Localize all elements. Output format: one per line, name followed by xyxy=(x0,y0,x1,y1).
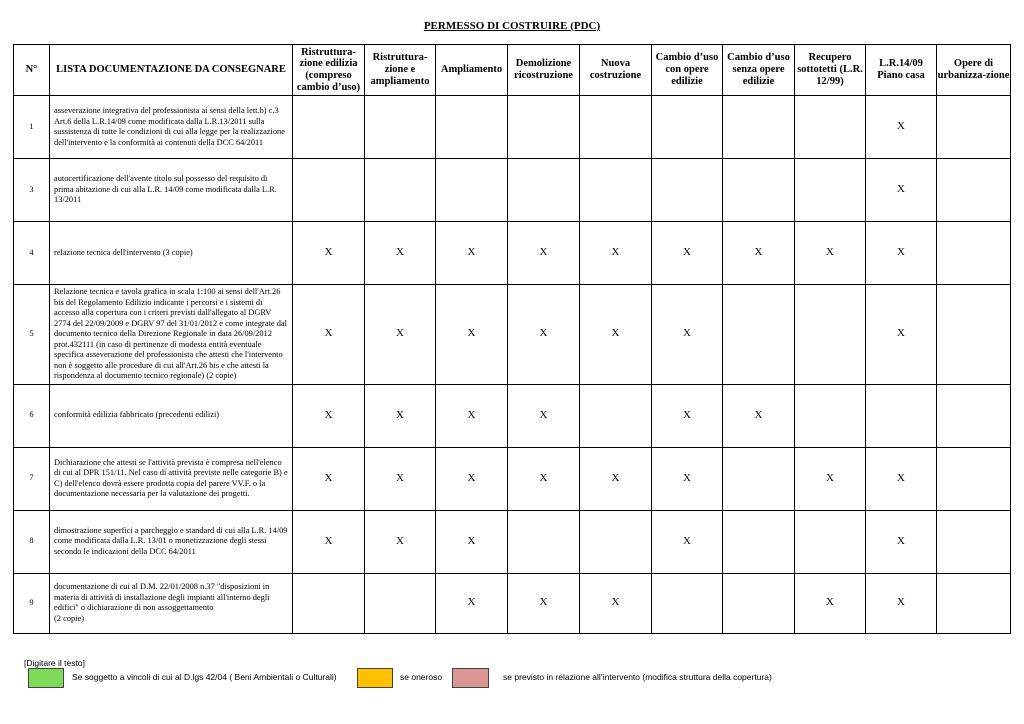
legend-swatch-yellow xyxy=(357,668,393,688)
row-mark-cell xyxy=(293,96,365,159)
page-title-text: PERMESSO DI COSTRUIRE (PDC) xyxy=(423,20,601,32)
row-mark-cell xyxy=(580,159,652,222)
row-mark-cell: X xyxy=(866,447,937,510)
row-mark-cell: X xyxy=(652,285,723,385)
row-number: 3 xyxy=(14,159,50,222)
row-description: relazione tecnica dell'intervento (3 copie) xyxy=(50,222,293,285)
row-description: Dichiarazione che attesti se l'attività prevista è compresa nell'elenco di cui al DPR 151/11. Nel caso di attività previste nelle categorie B) e C) dell'elenco dovrà essere prodotta copia del parere VV.F. o la documentazione necessaria per la valutazione dei progetti. xyxy=(50,447,293,510)
row-mark-cell: X xyxy=(436,510,508,573)
row-mark-cell: X xyxy=(508,285,580,385)
row-description: dimostrazione superfici a parcheggio e standard di cui alla L.R. 14/09 come modificata dalla L.R. 13/01 o monetizzazione degli stessi secondo le indicazioni della DCC 64/2011 xyxy=(50,510,293,573)
row-number: 6 xyxy=(14,384,50,447)
row-number: 1 xyxy=(14,96,50,159)
row-mark-cell: X xyxy=(365,384,436,447)
table-row xyxy=(14,447,1011,510)
header-intervention-type: Ristruttura-zione edilizia (compreso cambio d’uso) xyxy=(293,45,365,96)
row-mark-cell: X xyxy=(293,384,365,447)
row-mark-cell xyxy=(365,159,436,222)
header-row xyxy=(14,45,1011,96)
table-row xyxy=(14,285,1011,385)
row-number: 8 xyxy=(14,510,50,573)
row-mark-cell xyxy=(937,159,1011,222)
row-mark-cell: X xyxy=(365,222,436,285)
header-intervention-type: Recupero sottotetti (L.R. 12/99) xyxy=(795,45,866,96)
row-mark-cell: X xyxy=(580,447,652,510)
row-mark-cell: X xyxy=(723,384,795,447)
row-mark-cell: X xyxy=(508,222,580,285)
row-mark-cell: X xyxy=(652,447,723,510)
row-mark-cell xyxy=(508,159,580,222)
row-number: 7 xyxy=(14,447,50,510)
row-mark-cell xyxy=(508,510,580,573)
row-mark-cell xyxy=(866,384,937,447)
row-mark-cell: X xyxy=(866,573,937,633)
header-intervention-type: Demolizione ricostruzione xyxy=(508,45,580,96)
row-mark-cell xyxy=(723,96,795,159)
row-mark-cell xyxy=(580,96,652,159)
row-mark-cell xyxy=(652,96,723,159)
legend-text-vincoli: Se soggetto a vincoli di cui al D.lgs 42/04 ( Beni Ambientali o Culturali) xyxy=(72,672,337,682)
row-mark-cell xyxy=(723,573,795,633)
row-mark-cell xyxy=(580,510,652,573)
row-mark-cell: X xyxy=(436,285,508,385)
row-mark-cell: X xyxy=(293,222,365,285)
row-mark-cell: X xyxy=(293,510,365,573)
legend-text-copertura: se previsto in relazione all’intervento (modifica struttura della copertura) xyxy=(503,672,772,682)
row-mark-cell: X xyxy=(436,447,508,510)
row-description: conformità edilizia fabbricato (precedenti edilizi) xyxy=(50,384,293,447)
row-mark-cell xyxy=(795,159,866,222)
row-mark-cell: X xyxy=(652,384,723,447)
row-mark-cell: X xyxy=(866,285,937,385)
row-mark-cell: X xyxy=(866,510,937,573)
header-intervention-type: Ristruttura-zione e ampliamento xyxy=(365,45,436,96)
row-description: documentazione di cui al D.M. 22/01/2008 n.37 "disposizioni in materia di attività di installazione degli impianti all'interno degli edifici" o dichiarazione di non assoggettamento (2 copie) xyxy=(50,573,293,633)
row-mark-cell: X xyxy=(365,285,436,385)
row-mark-cell xyxy=(652,573,723,633)
row-mark-cell xyxy=(937,447,1011,510)
row-mark-cell: X xyxy=(580,222,652,285)
row-number: 5 xyxy=(14,285,50,385)
table-row xyxy=(14,222,1011,285)
row-mark-cell xyxy=(795,285,866,385)
row-number: 9 xyxy=(14,573,50,633)
header-number: N° xyxy=(14,45,50,96)
row-mark-cell: X xyxy=(866,222,937,285)
header-intervention-type: Nuova costruzione xyxy=(580,45,652,96)
legend-text-oneroso: se oneroso xyxy=(400,672,443,682)
row-mark-cell xyxy=(723,447,795,510)
row-mark-cell: X xyxy=(795,573,866,633)
row-mark-cell: X xyxy=(293,285,365,385)
header-intervention-type: Opere di urbanizza-zione xyxy=(937,45,1011,96)
row-mark-cell xyxy=(365,96,436,159)
legend-placeholder[interactable]: [Digitare il testo] xyxy=(24,658,85,668)
row-mark-cell xyxy=(723,159,795,222)
row-mark-cell: X xyxy=(436,384,508,447)
row-mark-cell xyxy=(795,96,866,159)
row-mark-cell: X xyxy=(580,285,652,385)
table-row xyxy=(14,510,1011,573)
row-mark-cell: X xyxy=(365,447,436,510)
header-documentation-list: LISTA DOCUMENTAZIONE DA CONSEGNARE xyxy=(50,45,293,96)
row-mark-cell: X xyxy=(866,159,937,222)
row-mark-cell: X xyxy=(795,222,866,285)
table-row xyxy=(14,159,1011,222)
row-mark-cell xyxy=(580,384,652,447)
header-intervention-type: L.R.14/09 Piano casa xyxy=(866,45,937,96)
table-row xyxy=(14,96,1011,159)
row-mark-cell: X xyxy=(652,510,723,573)
row-mark-cell xyxy=(293,573,365,633)
row-mark-cell: X xyxy=(293,447,365,510)
legend-swatch-green xyxy=(28,668,64,688)
row-description: autocertificazione dell'avente titolo sul possesso del requisito di prima abitazione di cui alla L.R. 14/09 come modificata dalla L.R. 13/2011 xyxy=(50,159,293,222)
row-mark-cell xyxy=(723,285,795,385)
row-description: asseverazione integrativa del professionista ai sensi della lett.b) c.3 Art.6 della L.R.14/09 come modificata dalla L.R.13/2011 sulla sussistenza di tutte le condizioni di cui alla legge per la realizzazione dell'intervento e la conformità ai contenuti della DCC 64/2011 xyxy=(50,96,293,159)
row-mark-cell: X xyxy=(508,573,580,633)
table-row xyxy=(14,573,1011,633)
row-mark-cell: X xyxy=(723,222,795,285)
row-number: 4 xyxy=(14,222,50,285)
row-mark-cell xyxy=(293,159,365,222)
header-intervention-type: Cambio d’uso con opere edilizie xyxy=(652,45,723,96)
row-mark-cell xyxy=(937,510,1011,573)
row-mark-cell xyxy=(937,222,1011,285)
row-description: Relazione tecnica e tavola grafica in scala 1:100 ai sensi dell'Art.26 bis del Regolamento Edilizio indicante i percorsi e i sistemi di accesso alla copertura con i criteri previsti dall'allegato al DGRV 2774 del 22/09/2009 e DGRV 97 del 31/01/2012 e come integrate dal documento tecnico della Direzione Regionale in data 26/09/2012 prot.432111 (in caso di pertinenze di modesta entità eventuale specifica asseverazione del professionista che attesti che l'intervento non è soggetto alle procedure di cui all'Art.26 bis e che attesti la rispondenza al documento tecnico regionale) (2 copie) xyxy=(50,285,293,385)
row-mark-cell xyxy=(937,573,1011,633)
row-mark-cell xyxy=(508,96,580,159)
page-title xyxy=(0,20,1024,32)
row-mark-cell: X xyxy=(795,447,866,510)
header-intervention-type: Ampliamento xyxy=(436,45,508,96)
row-mark-cell xyxy=(937,384,1011,447)
row-mark-cell: X xyxy=(580,573,652,633)
row-mark-cell xyxy=(937,285,1011,385)
row-mark-cell xyxy=(365,573,436,633)
row-mark-cell: X xyxy=(436,222,508,285)
row-mark-cell xyxy=(795,510,866,573)
row-mark-cell xyxy=(436,159,508,222)
table-row xyxy=(14,384,1011,447)
legend-swatch-pink xyxy=(452,668,489,688)
row-mark-cell: X xyxy=(652,222,723,285)
row-mark-cell xyxy=(436,96,508,159)
row-mark-cell: X xyxy=(365,510,436,573)
row-mark-cell xyxy=(937,96,1011,159)
row-mark-cell: X xyxy=(436,573,508,633)
row-mark-cell xyxy=(723,510,795,573)
row-mark-cell xyxy=(795,384,866,447)
row-mark-cell: X xyxy=(866,96,937,159)
row-mark-cell xyxy=(652,159,723,222)
row-mark-cell: X xyxy=(508,384,580,447)
row-mark-cell: X xyxy=(508,447,580,510)
documentation-table xyxy=(13,44,1011,634)
header-intervention-type: Cambio d’uso senza opere edilizie xyxy=(723,45,795,96)
